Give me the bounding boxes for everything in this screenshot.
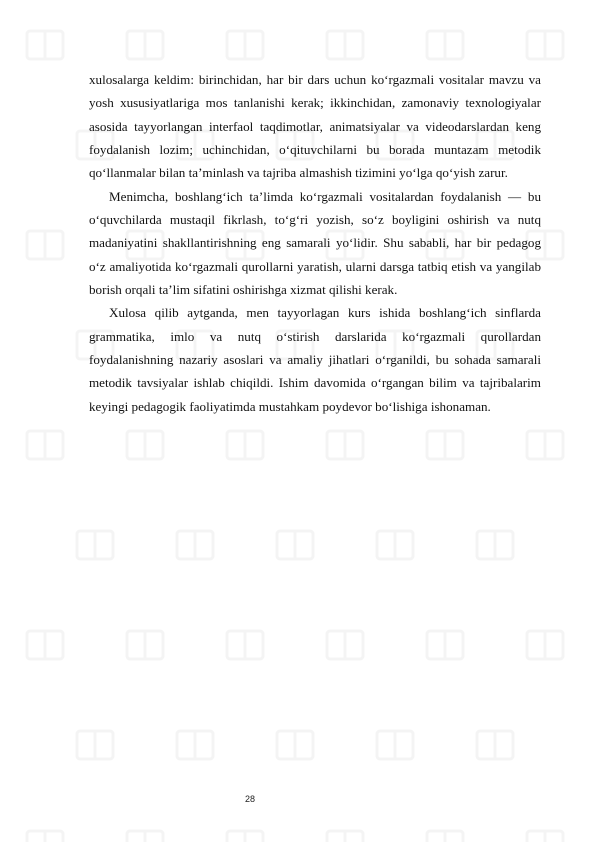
watermark-book-logo-icon xyxy=(127,31,163,59)
watermark-book-logo-icon xyxy=(227,631,263,659)
watermark-book-logo-icon xyxy=(177,531,213,559)
watermark-book-logo-icon xyxy=(327,431,363,459)
body-text xyxy=(89,68,541,418)
watermark-book-logo-icon xyxy=(277,531,313,559)
watermark-book-logo-icon xyxy=(477,731,513,759)
watermark-book-logo-icon xyxy=(127,631,163,659)
watermark-book-logo-icon xyxy=(527,31,563,59)
watermark-book-logo-icon xyxy=(527,431,563,459)
watermark-book-logo-icon xyxy=(277,731,313,759)
watermark-book-logo-icon xyxy=(427,31,463,59)
watermark-book-logo-icon xyxy=(427,631,463,659)
watermark-book-logo-icon xyxy=(427,431,463,459)
watermark-book-logo-icon xyxy=(27,831,63,842)
watermark-book-logo-icon xyxy=(327,31,363,59)
watermark-book-logo-icon xyxy=(27,431,63,459)
watermark-book-logo-icon xyxy=(477,531,513,559)
watermark-book-logo-icon xyxy=(527,831,563,842)
watermark-book-logo-icon xyxy=(77,731,113,759)
paragraph-conclusions: xulosalarga keldim: birinchidan, har bir dars uchun ko‘rgazmali vositalar mavzu va yosh xususiyatlariga mos tanlanishi kerak; ikkinchidan, zamonaviy texnologiyalar asosida tayyorlangan interfaol taqdimotlar, animatsiyalar va videodarslardan keng foydalanish lozim; uchinchidan, o‘qituvchilarni bu borada muntazam metodik qo‘llanmalar bilan ta’minlash va tajriba almashish tizimini yo‘lga qo‘yish zarur. xyxy=(89,72,541,181)
watermark-book-logo-icon xyxy=(27,631,63,659)
watermark-book-logo-icon xyxy=(377,531,413,559)
watermark-book-logo-icon xyxy=(227,431,263,459)
page-number: 28 xyxy=(244,794,255,804)
watermark-book-logo-icon xyxy=(77,531,113,559)
paragraph-summary: Xulosa qilib aytganda, men tayyorlagan kurs ishida boshlang‘ich sinflarda grammatika, imlo va nutq o‘stirish darslarida ko‘rgazmali qurollardan foydalanishning nazariy asoslari va amaliy jihatlari o‘rganildi, bu sohada samarali metodik tavsiyalar ishlab chiqildi. Ishim davomida o‘rgangan bilim va tajribalarim keyingi pedagogik faoliyatimda mustahkam poydevor bo‘lishiga ishonaman. xyxy=(89,305,541,414)
watermark-book-logo-icon xyxy=(427,831,463,842)
watermark-book-logo-icon xyxy=(27,31,63,59)
watermark-book-logo-icon xyxy=(127,831,163,842)
watermark-book-logo-icon xyxy=(127,431,163,459)
watermark-book-logo-icon xyxy=(327,831,363,842)
watermark-book-logo-icon xyxy=(527,631,563,659)
watermark-book-logo-icon xyxy=(177,731,213,759)
watermark-book-logo-icon xyxy=(327,631,363,659)
watermark-book-logo-icon xyxy=(377,731,413,759)
watermark-book-logo-icon xyxy=(227,831,263,842)
watermark-book-logo-icon xyxy=(27,231,63,259)
paragraph-opinion: Menimcha, boshlang‘ich ta’limda ko‘rgazmali vositalardan foydalanish — bu o‘quvchilarda mustaqil fikrlash, to‘g‘ri yozish, so‘z boyligini oshirish va nutq madaniyatini shakllantirishning eng samarali yo‘lidir. Shu sababli, har bir pedagog o‘z amaliyotida ko‘rgazmali qurollarni yaratish, ularni darsga tatbiq etish va yangilab borish orqali ta’lim sifatini oshirishga xizmat qilishi kerak. xyxy=(89,188,541,298)
watermark-book-logo-icon xyxy=(227,31,263,59)
